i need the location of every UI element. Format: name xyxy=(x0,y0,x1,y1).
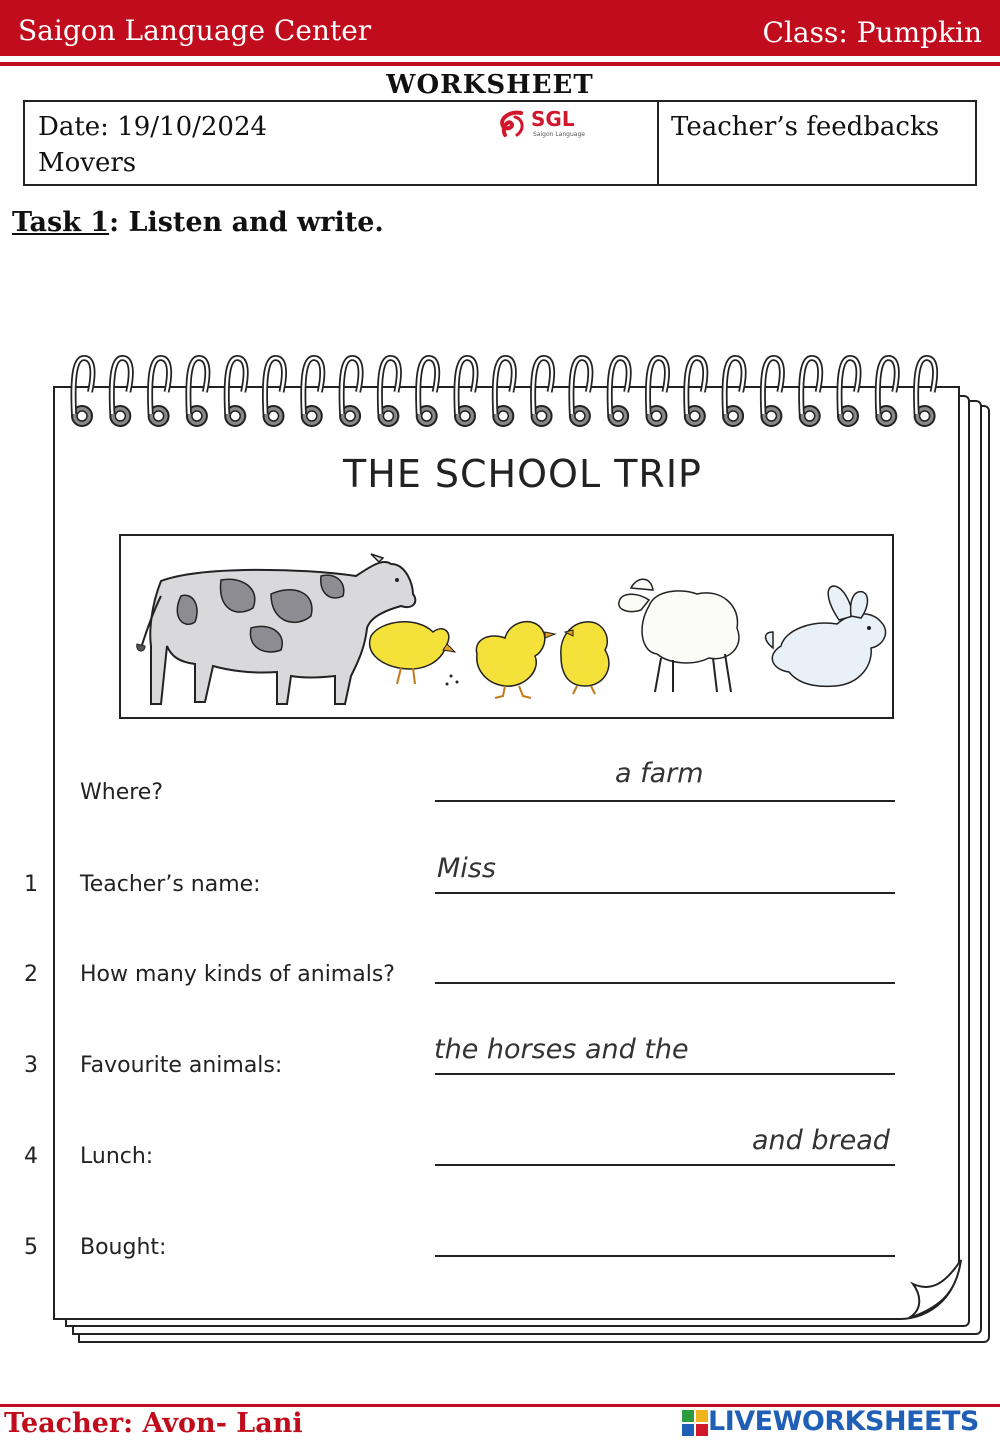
center-name: Saigon Language Center xyxy=(18,14,372,47)
spiral-ring-icon xyxy=(455,358,475,426)
liveworksheets-blocks-icon xyxy=(682,1410,708,1436)
spiral-ring-icon xyxy=(187,358,207,426)
spiral-ring-icon xyxy=(340,358,360,426)
spiral-ring-icon xyxy=(225,358,245,426)
info-box xyxy=(23,100,977,186)
notebook-title: THE SCHOOL TRIP xyxy=(343,452,702,496)
spiral-ring-icon xyxy=(608,358,628,426)
question-number: 4 xyxy=(24,1144,38,1169)
header-rule xyxy=(0,62,1000,66)
spiral-ring-icon xyxy=(800,358,820,426)
question-label: Teacher’s name: xyxy=(80,872,261,897)
liveworksheets-text: LIVEWORKSHEETS xyxy=(708,1406,979,1437)
answer-line[interactable] xyxy=(435,1073,895,1075)
spiral-ring-icon xyxy=(72,358,92,426)
task-heading xyxy=(12,207,384,238)
answer-text: the horses and the xyxy=(434,1034,689,1065)
question-label: Where? xyxy=(80,780,164,805)
sgl-logo xyxy=(495,107,595,143)
chick-icon xyxy=(561,622,609,694)
spiral-ring-icon xyxy=(302,358,322,426)
notebook-page xyxy=(53,386,960,1320)
header-bar xyxy=(0,0,1000,56)
info-divider xyxy=(657,102,659,184)
liveworksheets-logo xyxy=(668,1404,988,1440)
teacher-name: Teacher: Avon- Lani xyxy=(4,1408,303,1439)
spiral-ring-icon xyxy=(915,358,935,426)
date-text: Date: 19/10/2024 xyxy=(38,112,268,142)
logo-name: SGL xyxy=(531,107,575,131)
spiral-ring-icon xyxy=(149,358,169,426)
spiral-ring-icon xyxy=(570,358,590,426)
animals-illustration xyxy=(121,536,892,717)
spiral-ring-icon xyxy=(876,358,896,426)
animal-picture-frame xyxy=(119,534,894,719)
chick-icon xyxy=(370,622,459,686)
question-number: 1 xyxy=(24,872,38,897)
question-label: Lunch: xyxy=(80,1144,154,1169)
answer-line[interactable] xyxy=(435,1255,895,1257)
spiral-ring-icon xyxy=(532,358,552,426)
logo-tagline: Saigon Language xyxy=(533,131,585,138)
spiral-ring-icon xyxy=(493,358,513,426)
feedback-label: Teacher’s feedbacks xyxy=(671,112,940,142)
sgl-logo-icon xyxy=(495,109,529,139)
question-label: Bought: xyxy=(80,1235,167,1260)
answer-line[interactable] xyxy=(435,982,895,984)
answer-text: Miss xyxy=(437,853,496,884)
answer-line[interactable] xyxy=(435,800,895,802)
task-text: : Listen and write. xyxy=(109,207,384,238)
cow-icon xyxy=(137,554,416,704)
question-number: 3 xyxy=(24,1053,38,1078)
spiral-ring-icon xyxy=(761,358,781,426)
spiral-binding xyxy=(62,352,962,438)
page-curl-icon xyxy=(905,1258,963,1320)
level-text: Movers xyxy=(38,148,137,178)
answer-line[interactable] xyxy=(435,1164,895,1166)
chick-icon xyxy=(476,622,555,698)
spiral-ring-icon xyxy=(417,358,437,426)
rabbit-icon xyxy=(766,586,886,686)
question-number: 5 xyxy=(24,1235,38,1260)
answer-text: and bread xyxy=(752,1125,890,1156)
question-label: Favourite animals: xyxy=(80,1053,283,1078)
sheep-icon xyxy=(619,579,739,692)
spiral-ring-icon xyxy=(264,358,284,426)
spiral-ring-icon xyxy=(647,358,667,426)
spiral-ring-icon xyxy=(110,358,130,426)
answer-text: a farm xyxy=(615,758,704,789)
answer-line[interactable] xyxy=(435,892,895,894)
spiral-ring-icon xyxy=(685,358,705,426)
class-label: Class: Pumpkin xyxy=(762,16,982,49)
spiral-ring-icon xyxy=(723,358,743,426)
question-label: How many kinds of animals? xyxy=(80,962,395,987)
question-number: 2 xyxy=(24,962,38,987)
spiral-ring-icon xyxy=(378,358,398,426)
spiral-ring-icon xyxy=(838,358,858,426)
worksheet-title: WORKSHEET xyxy=(386,70,594,100)
task-label: Task 1 xyxy=(12,207,110,238)
